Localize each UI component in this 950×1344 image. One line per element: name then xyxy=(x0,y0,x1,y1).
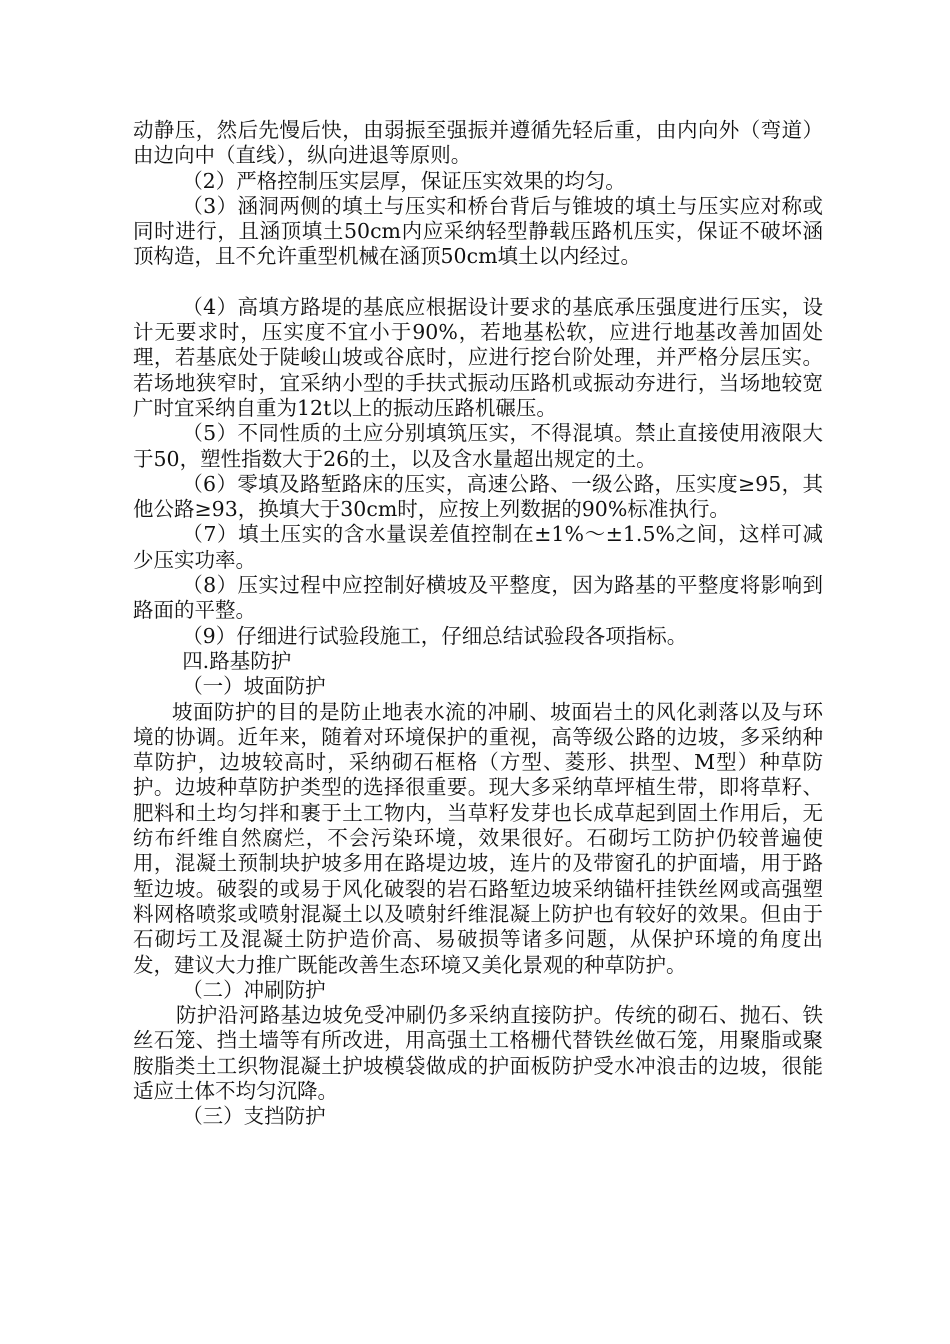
list-item-7: （7）填土压实的含水量误差值控制在±1%～±1.5%之间，这样可减少压实功率。 xyxy=(133,522,823,572)
subsection-heading-scour: （二）冲刷防护 xyxy=(182,977,326,1002)
document-page xyxy=(133,118,823,1130)
paragraph-gap xyxy=(133,270,823,295)
list-item-6: （6）零填及路堑路床的压实，高速公路、一级公路，压实度≥95，其他公路≥93，换填大于30cm时，应按上列数据的90%标准执行。 xyxy=(133,471,823,522)
list-item-4: （4）高填方路堤的基底应根据设计要求的基底承压强度进行压实，设计无要求时，压实度不宜小于90%，若地基松软，应进行地基改善加固处理，若基底处于陡峻山坡或谷底时，应进行挖台阶处理，并严格分层压实。若场地狭窄时，宜采纳小型的手扶式振动压路机或振动夯进行，当场地较宽广时宜采纳自重为12t以上的振动压路机碾压。 xyxy=(133,294,823,420)
section-heading-4: 四.路基防护 xyxy=(182,648,292,673)
list-item-2: （2）严格控制压实层厚，保证压实效果的均匀。 xyxy=(182,168,626,193)
subsection-heading-retaining: （三）支挡防护 xyxy=(182,1104,326,1129)
paragraph-scour-protection: 防护沿河路基边坡免受冲刷仍多采纳直接防护。传统的砌石、抛石、铁丝石笼、挡土墙等有所改进，用高强土工格栅代替铁丝做石笼，用聚脂或聚胺脂类土工织物混凝土护坡模袋做成的护面板防护受水冲浪击的边坡，很能适应土体不均匀沉降。 xyxy=(133,1003,823,1103)
paragraph-continuation: 动静压，然后先慢后快，由弱振至强振并遵循先轻后重，由内向外（弯道）由边向中（直线），纵向进退等原则。 xyxy=(133,118,823,168)
list-item-9: （9）仔细进行试验段施工，仔细总结试验段各项指标。 xyxy=(182,623,688,648)
list-item-8: （8）压实过程中应控制好横坡及平整度，因为路基的平整度将影响到路面的平整。 xyxy=(133,573,823,623)
list-item-5: （5）不同性质的土应分别填筑压实，不得混填。禁止直接使用液限大于50，塑性指数大于26的土，以及含水量超出规定的土。 xyxy=(133,421,823,471)
subsection-heading-slope: （一）坡面防护 xyxy=(182,674,326,699)
paragraph-slope-protection: 坡面防护的目的是防止地表水流的冲刷、坡面岩土的风化剥落以及与环境的协调。近年来，随着对环境保护的重视，高等级公路的边坡，多采纳种草防护，边坡较高时，采纳砌石框格（方型、菱形、拱型、M型）种草防护。边坡种草防护类型的选择很重要。现大多采纳草坪植生带，即将草籽、肥料和土均匀拌和裹于土工物内，当草籽发芽也长成草起到固土作用后，无纺布纤维自然腐烂，不会污染环境，效果很好。石砌圬工防护仍较普遍使用，混凝土预制块护坡多用在路堤边坡，连片的及带窗孔的护面墙，用于路堑边坡。破裂的或易于风化破裂的岩石路堑边坡采纳锚杆挂铁丝网或高强塑料网格喷浆或喷射混凝土以及喷射纤维混凝上防护也有较好的效果。但由于石砌圬工及混凝土防护造价高、易破损等诸多问题，从保护环境的角度出发，建议大力推广既能改善生态环境又美化景观的种草防护。 xyxy=(133,699,823,977)
list-item-3: （3）涵洞两侧的填土与压实和桥台背后与锥坡的填土与压实应对称或同时进行，且涵顶填土50cm内应采纳轻型静载压路机压实，保证不破坏涵顶构造，且不允许重型机械在涵顶50cm填土以内经过。 xyxy=(133,193,823,269)
